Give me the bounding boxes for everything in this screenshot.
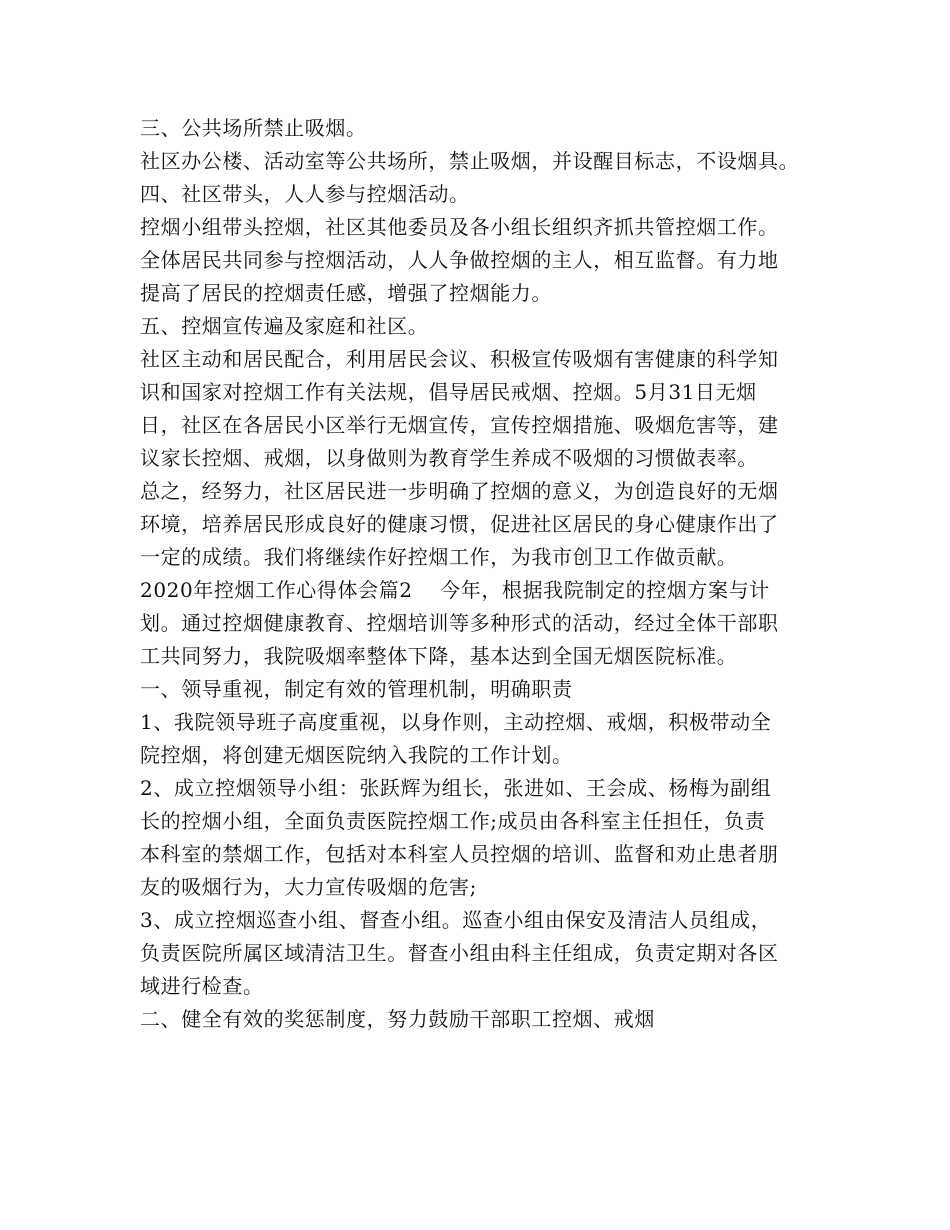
paragraph-line: 环境，培养居民形成良好的健康习惯，促进社区居民的身心健康作出了 bbox=[140, 512, 779, 536]
paragraph-line: 社区办公楼、活动室等公共场所，禁止吸烟，并设醒目标志，不设烟具。 bbox=[140, 149, 800, 173]
paragraph-line: 全体居民共同参与控烟活动，人人争做控烟的主人，相互监督。有力地 bbox=[140, 248, 779, 272]
paragraph-line: 提高了居民的控烟责任感，增强了控烟能力。 bbox=[140, 281, 552, 305]
paragraph-line: 识和国家对控烟工作有关法规，倡导居民戒烟、控烟。5月31日无烟 bbox=[140, 380, 757, 404]
paragraph-line: 院控烟，将创建无烟医院纳入我院的工作计划。 bbox=[140, 743, 573, 767]
paragraph-line: 议家长控烟、戒烟，以身做则为教育学生养成不吸烟的习惯做表率。 bbox=[140, 446, 758, 470]
paragraph-line: 负责医院所属区域清洁卫生。督查小组由科主任组成，负责定期对各区 bbox=[140, 941, 779, 965]
paragraph-line: 控烟小组带头控烟，社区其他委员及各小组长组织齐抓共管控烟工作。 bbox=[140, 215, 779, 239]
paragraph-line: 本科室的禁烟工作，包括对本科室人员控烟的培训、监督和劝止患者朋 bbox=[140, 842, 779, 866]
section-heading-4: 四、社区带头，人人参与控烟活动。 bbox=[140, 182, 470, 206]
section-heading-3: 三、公共场所禁止吸烟。 bbox=[140, 116, 367, 140]
paragraph-line: 一定的成绩。我们将继续作好控烟工作，为我市创卫工作做贡献。 bbox=[140, 545, 738, 569]
paragraph-line: 工共同努力，我院吸烟率整体下降，基本达到全国无烟医院标准。 bbox=[140, 644, 738, 668]
paragraph-line: 1、我院领导班子高度重视，以身作则，主动控烟、戒烟，积极带动全 bbox=[140, 710, 772, 734]
paragraph-line: 友的吸烟行为，大力宣传吸烟的危害; bbox=[140, 875, 477, 899]
paragraph-line: 2、成立控烟领导小组：张跃辉为组长，张进如、王会成、杨梅为副组 bbox=[140, 776, 772, 800]
document-body bbox=[140, 112, 820, 1036]
section-heading-1: 一、领导重视，制定有效的管理机制，明确职责 bbox=[140, 677, 573, 701]
paragraph-line: 域进行检查。 bbox=[140, 974, 264, 998]
paragraph-line: 划。通过控烟健康教育、控烟培训等多种形式的活动，经过全体干部职 bbox=[140, 611, 779, 635]
paragraph-line: 日，社区在各居民小区举行无烟宣传，宣传控烟措施、吸烟危害等，建 bbox=[140, 413, 779, 437]
paragraph-line: 总之，经努力，社区居民进一步明确了控烟的意义，为创造良好的无烟 bbox=[140, 479, 779, 503]
paragraph-line: 3、成立控烟巡查小组、督查小组。巡查小组由保安及清洁人员组成， bbox=[140, 908, 772, 932]
article-title-line: 2020年控烟工作心得体会篇2 今年，根据我院制定的控烟方案与计 bbox=[140, 578, 770, 602]
section-heading-5: 五、控烟宣传遍及家庭和社区。 bbox=[140, 314, 429, 338]
paragraph-line: 社区主动和居民配合，利用居民会议、积极宣传吸烟有害健康的科学知 bbox=[140, 347, 779, 371]
section-heading-2: 二、健全有效的奖惩制度，努力鼓励干部职工控烟、戒烟 bbox=[140, 1007, 655, 1031]
paragraph-line: 长的控烟小组，全面负责医院控烟工作;成员由各科室主任担任，负责 bbox=[140, 809, 766, 833]
